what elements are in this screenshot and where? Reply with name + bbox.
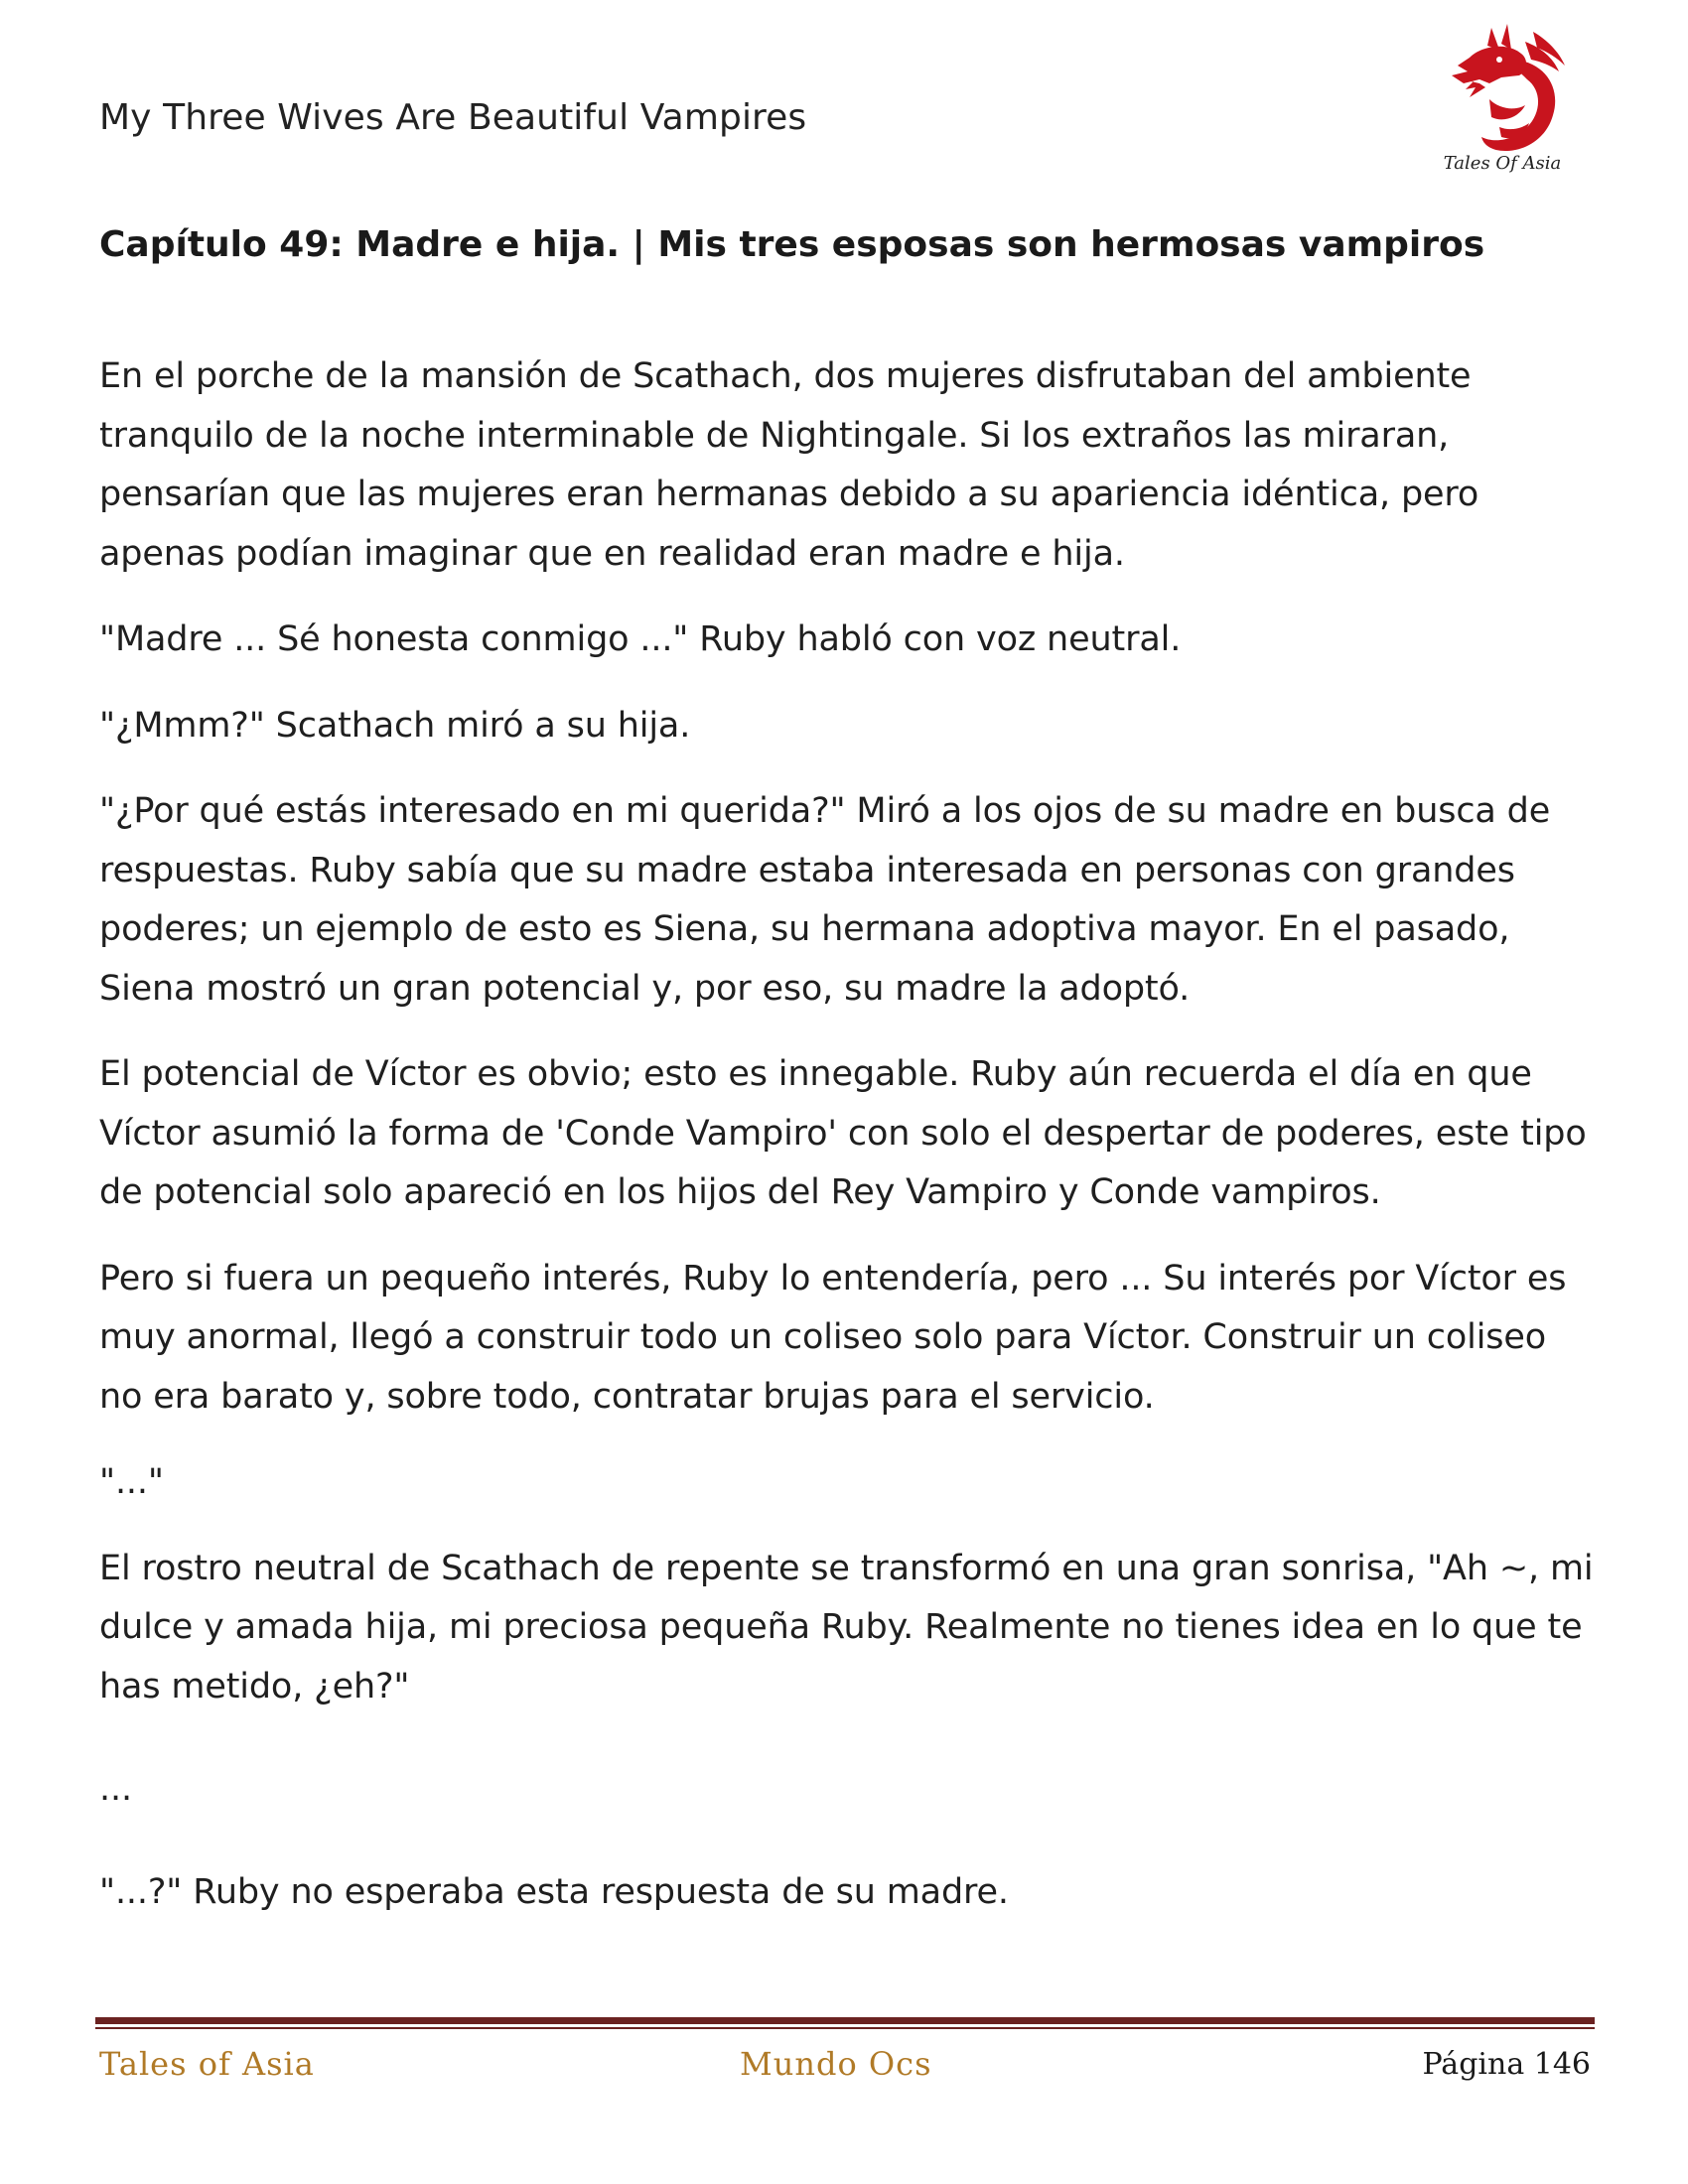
page-number: Página 146	[1422, 2047, 1591, 2082]
paragraph: ...	[99, 1769, 132, 1809]
paragraph: El rostro neutral de Scathach de repente se transformó en una gran sonrisa, "Ah ~, mi dulce y amada hija, mi preciosa pequeña Ruby. Realmente no tienes idea en lo que te has metido, ¿eh?"	[99, 1548, 1605, 1706]
paragraph: Pero si fuera un pequeño interés, Ruby lo entendería, pero ... Su interés por Víctor es muy anormal, llegó a construir todo un coliseo solo para Víctor. Construir un coliseo no era barato y, sobre todo, contratar brujas para el servicio.	[99, 1258, 1578, 1417]
footer-site-name: Tales of Asia	[99, 2045, 315, 2083]
paragraph: "Madre ... Sé honesta conmigo ..." Ruby habló con voz neutral.	[99, 619, 1182, 659]
paragraph: "¿Por qué estás interesado en mi querida?" Miró a los ojos de su madre en busca de respuestas. Ruby sabía que su madre estaba interesada en personas con grandes poderes; un ejemplo de esto es Siena, su hermana adoptiva mayor. En el pasado, Siena mostró un gran potencial y, por eso, su madre la adoptó.	[99, 791, 1562, 1009]
paragraph: En el porche de la mansión de Scathach, dos mujeres disfrutaban del ambiente tranquilo de la noche interminable de Nightingale. Si los extraños las miraran, pensarían que las mujeres eran hermanas debido a su apariencia idéntica, pero apenas podían imaginar que en realidad eran madre e hija.	[99, 356, 1490, 574]
paragraph: El potencial de Víctor es obvio; esto es innegable. Ruby aún recuerda el día en que Víctor asumió la forma de 'Conde Vampiro' con solo el despertar de poderes, este tipo de potencial solo apareció en los hijos del Rey Vampiro y Conde vampiros.	[99, 1054, 1598, 1212]
paragraph: "...?" Ruby no esperaba esta respuesta de su madre.	[99, 1871, 1009, 1912]
footer-section-name: Mundo Ocs	[740, 2045, 932, 2083]
chapter-body	[99, 347, 1605, 1949]
paragraph: "..."	[99, 1462, 164, 1502]
paragraph: "¿Mmm?" Scathach miró a su hija.	[99, 705, 691, 746]
logo-caption: Tales Of Asia	[1443, 153, 1562, 174]
book-title: My Three Wives Are Beautiful Vampires	[99, 97, 807, 138]
chapter-title: Capítulo 49: Madre e hija. | Mis tres esposas son hermosas vampiros	[99, 224, 1485, 265]
